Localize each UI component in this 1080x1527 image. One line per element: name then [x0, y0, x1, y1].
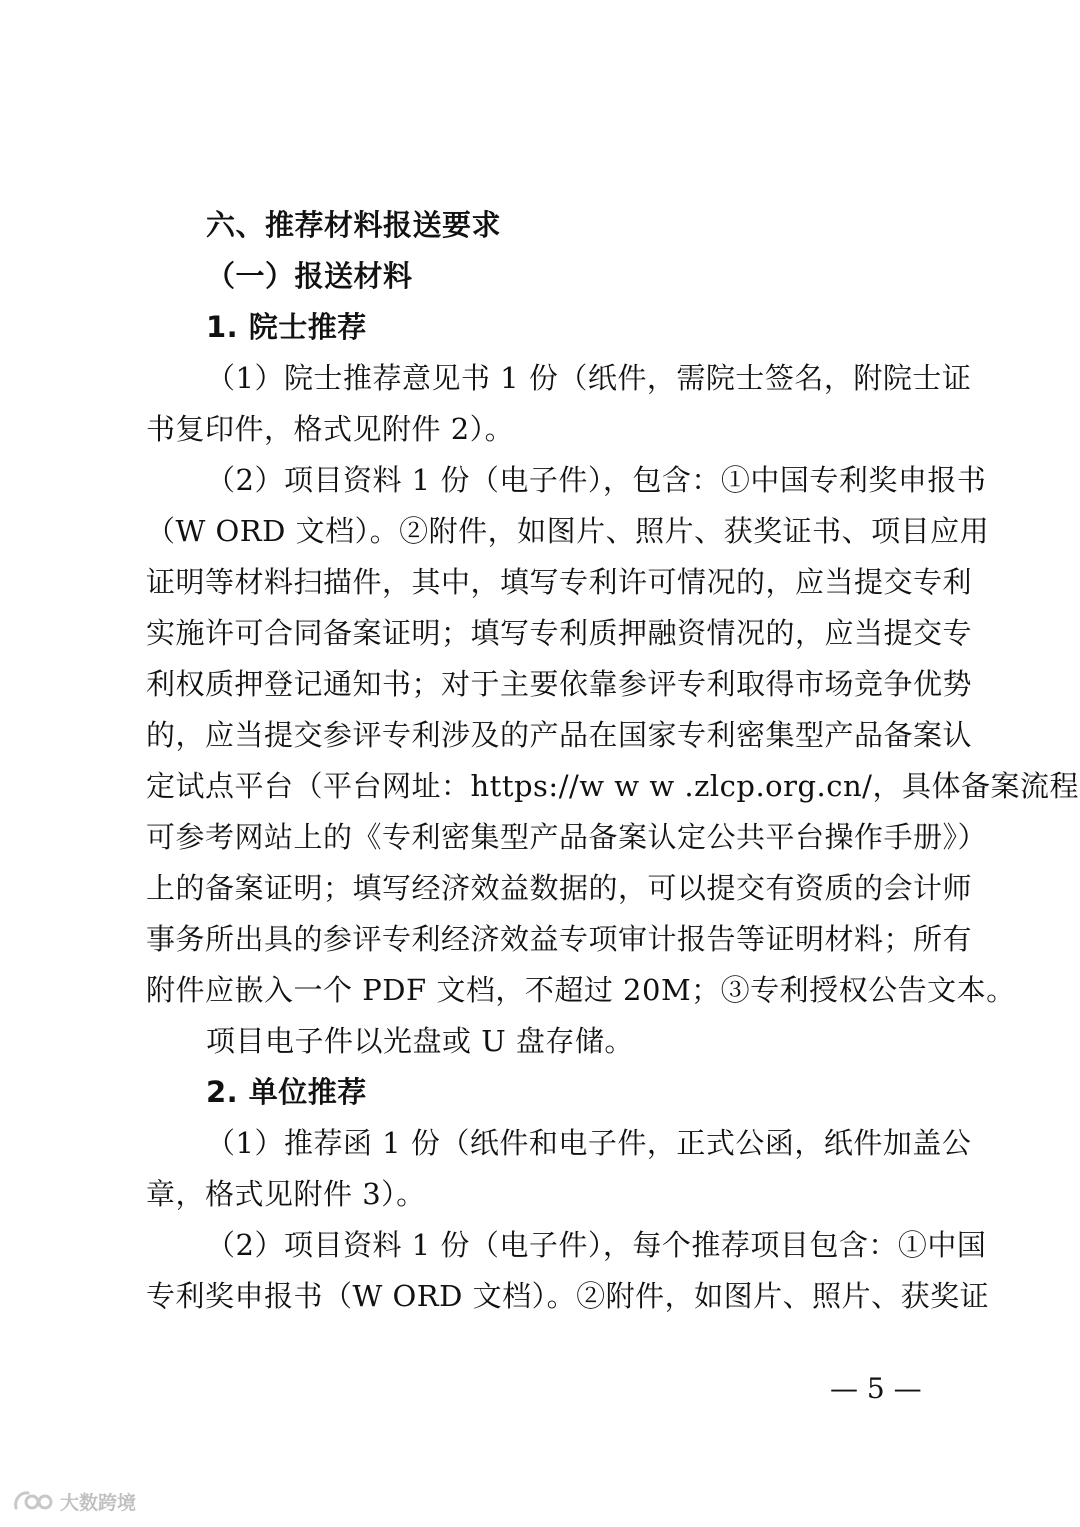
paragraph-line: 附件应嵌入一个 PDF 文档，不超过 20M；③专利授权公告文本。 [146, 973, 1016, 1007]
paragraph-line: 实施许可合同备案证明；填写专利质押融资情况的，应当提交专 [146, 616, 973, 650]
paragraph-line: 专利奖申报书（W ORD 文档）。②附件，如图片、照片、获奖证 [146, 1279, 990, 1313]
paragraph-line: 的，应当提交参评专利涉及的产品在国家专利密集型产品备案认 [146, 718, 973, 752]
paragraph-line: 定试点平台（平台网址：https://w w w .zlcp.org.cn/，具体备案流程 [146, 769, 1079, 803]
paragraph-line: 证明等材料扫描件，其中，填写专利许可情况的，应当提交专利 [146, 565, 973, 599]
paragraph-line: 书复印件，格式见附件 2）。 [146, 412, 515, 446]
paragraph-line: 事务所出具的参评专利经济效益专项审计报告等证明材料；所有 [146, 922, 973, 956]
brand-logo-icon [12, 1488, 54, 1514]
paragraph-line: 利权质押登记通知书；对于主要依靠参评专利取得市场竞争优势 [146, 667, 973, 701]
paragraph-line: 可参考网站上的《专利密集型产品备案认定公共平台操作手册》） [146, 820, 988, 854]
page-number: — 5 — [830, 1372, 922, 1405]
paragraph-line: （2）项目资料 1 份（电子件），每个推荐项目包含：①中国 [206, 1228, 987, 1262]
paragraph-line: （1）推荐函 1 份（纸件和电子件，正式公函，纸件加盖公 [206, 1126, 972, 1160]
paragraph-line: 上的备案证明；填写经济效益数据的，可以提交有资质的会计师 [146, 871, 973, 905]
paragraph-line: 项目电子件以光盘或 U 盘存储。 [206, 1024, 634, 1058]
paragraph-line: 章，格式见附件 3）。 [146, 1177, 426, 1211]
subsection-heading: （一）报送材料 [206, 259, 413, 293]
watermark-text: 大数跨境 [60, 1491, 137, 1514]
item-heading-organization: 2. 单位推荐 [206, 1075, 367, 1109]
paragraph-line: （2）项目资料 1 份（电子件），包含：①中国专利奖申报书 [206, 463, 987, 497]
watermark [12, 1486, 136, 1516]
document-body [146, 200, 1079, 1322]
section-heading: 六、推荐材料报送要求 [206, 208, 502, 242]
item-heading-academician: 1. 院士推荐 [206, 310, 367, 344]
paragraph-line: （1）院士推荐意见书 1 份（纸件，需院士签名，附院士证 [206, 361, 972, 395]
paragraph-line: （W ORD 文档）。②附件，如图片、照片、获奖证书、项目应用 [146, 514, 990, 548]
